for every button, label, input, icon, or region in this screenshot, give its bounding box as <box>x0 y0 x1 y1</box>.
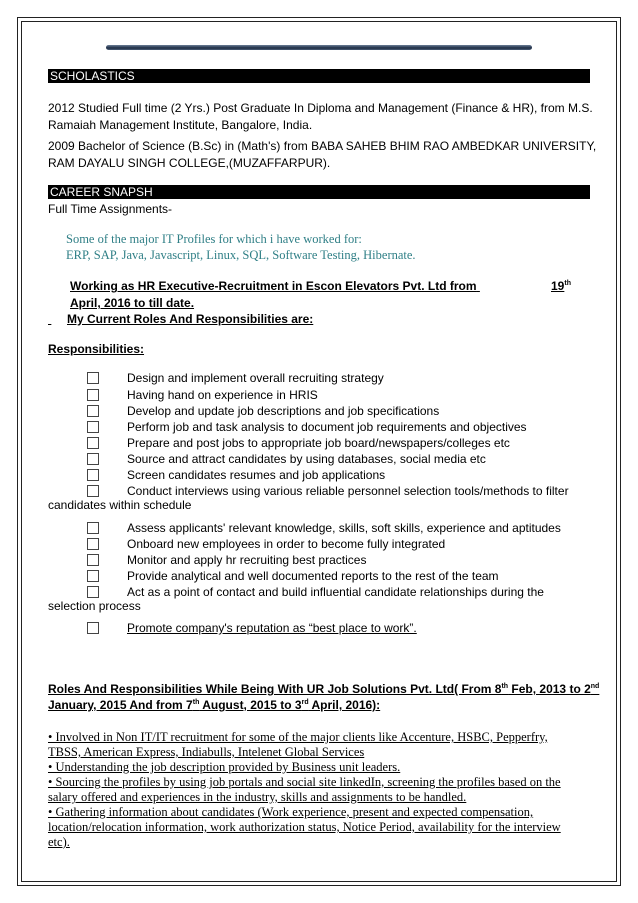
responsibility-item: Design and implement overall recruiting strategy <box>127 371 384 385</box>
ur-job-sup: th <box>192 699 200 706</box>
ur-job-heading-line1 <box>48 682 600 696</box>
scholastics-2009-line1: 2009 Bachelor of Science (B.Sc) in (Math's) from BABA SAHEB BHIM RAO AMBEDKAR UNIVERSITY, <box>48 139 597 153</box>
bullet-icon <box>87 453 99 465</box>
responsibility-item: Having hand on experience in HRIS <box>127 388 318 402</box>
ur-job-heading-text: April, 2016): <box>308 698 381 712</box>
bullet-icon <box>87 570 99 582</box>
current-roles-label <box>48 312 313 326</box>
job-day-number: 19 <box>551 279 565 293</box>
bullet-icon <box>87 372 99 384</box>
current-roles-indent <box>48 312 67 326</box>
responsibilities-label: Responsibilities: <box>48 342 145 356</box>
responsibility-item: Develop and update job descriptions and job specifications <box>127 404 440 418</box>
responsibility-item: Onboard new employees in order to become fully integrated <box>127 537 446 551</box>
responsibility-item: Screen candidates resumes and job applications <box>127 468 386 482</box>
bullet-icon <box>87 622 99 634</box>
ur-job-heading-text: January, 2015 And from 7 <box>48 698 193 712</box>
responsibility-wrap: selection process <box>48 599 141 613</box>
ur-job-line: location/relocation information, work authorization status, Notice Period, availability for the interview <box>48 820 561 834</box>
responsibility-item: Provide analytical and well documented reports to the rest of the team <box>127 569 499 583</box>
ur-job-line: • Gathering information about candidates (Work experience, present and expected compensation, <box>48 805 534 819</box>
responsibility-item: Source and attract candidates by using databases, social media etc <box>127 452 486 466</box>
bullet-icon <box>87 538 99 550</box>
ur-job-line: • Sourcing the profiles by using job portals and social site linkedIn, screening the profiles based on the <box>48 775 561 789</box>
ur-job-line: TBSS, American Express, Indiabulls, Intelenet Global Services <box>48 745 365 759</box>
scholastics-2012-line1: 2012 Studied Full time (2 Yrs.) Post Graduate In Diploma and Management (Finance & HR), from M.S. <box>48 101 593 115</box>
responsibility-wrap: candidates within schedule <box>48 498 192 512</box>
job-start-day <box>551 279 571 293</box>
responsibility-item: Prepare and post jobs to appropriate job board/newspapers/colleges etc <box>127 436 510 450</box>
it-profiles-intro: Some of the major IT Profiles for which i have worked for: <box>66 232 362 246</box>
job-title-line1 <box>70 279 581 293</box>
ur-job-sup: rd <box>301 699 309 706</box>
scholastics-2009-line2: RAM DAYALU SINGH COLLEGE,(MUZAFFARPUR). <box>48 156 331 170</box>
current-roles-text: My Current Roles And Responsibilities are: <box>67 312 314 326</box>
bullet-icon <box>87 405 99 417</box>
responsibility-item: Conduct interviews using various reliable personnel selection tools/methods to filter <box>127 484 569 498</box>
bullet-icon <box>87 421 99 433</box>
bullet-icon <box>87 469 99 481</box>
ur-job-heading-text: August, 2015 to 3 <box>199 698 302 712</box>
ur-job-heading-line2 <box>48 698 588 712</box>
bullet-icon <box>87 554 99 566</box>
ur-job-line: • Involved in Non IT/IT recruitment for some of the major clients like Accenture, HSBC, Pepperfry, <box>48 730 548 744</box>
scholastics-heading: SCHOLASTICS <box>48 69 590 83</box>
job-title-line2: April, 2016 to till date. <box>70 296 195 310</box>
job-day-suffix: th <box>564 280 571 287</box>
responsibility-item: Assess applicants' relevant knowledge, skills, soft skills, experience and aptitudes <box>127 521 561 535</box>
ur-job-line: etc). <box>48 835 70 849</box>
job-title-text: Working as HR Executive-Recruitment in Escon Elevators Pvt. Ltd from <box>70 279 477 293</box>
responsibility-item: Promote company's reputation as “best place to work”. <box>127 621 417 635</box>
full-time-assignments-label: Full Time Assignments- <box>48 202 173 216</box>
bullet-icon <box>87 437 99 449</box>
it-profiles-list: ERP, SAP, Java, Javascript, Linux, SQL, Software Testing, Hibernate. <box>66 248 416 262</box>
bullet-icon <box>87 389 99 401</box>
ur-job-sup: nd <box>590 683 600 690</box>
scholastics-2012-line2: Ramaiah Management Institute, Bangalore, India. <box>48 118 313 132</box>
bullet-icon <box>87 485 99 497</box>
decorative-header-bar <box>106 45 532 50</box>
responsibility-item: Perform job and task analysis to document job requirements and objectives <box>127 420 527 434</box>
ur-job-line: • Understanding the job description provided by Business unit leaders. <box>48 760 401 774</box>
ur-job-sup: th <box>501 683 509 690</box>
ur-job-heading-text: Feb, 2013 to 2 <box>508 682 591 696</box>
responsibility-item: Act as a point of contact and build influential candidate relationships during the <box>127 585 544 599</box>
bullet-icon <box>87 586 99 598</box>
responsibility-item: Monitor and apply hr recruiting best practices <box>127 553 367 567</box>
bullet-icon <box>87 522 99 534</box>
ur-job-line: salary offered and experiences in the industry, skills and assignments to be handled. <box>48 790 467 804</box>
career-heading: CAREER SNAPSH <box>48 185 590 199</box>
ur-job-heading-text: Roles And Responsibilities While Being With UR Job Solutions Pvt. Ltd( From 8 <box>48 682 502 696</box>
